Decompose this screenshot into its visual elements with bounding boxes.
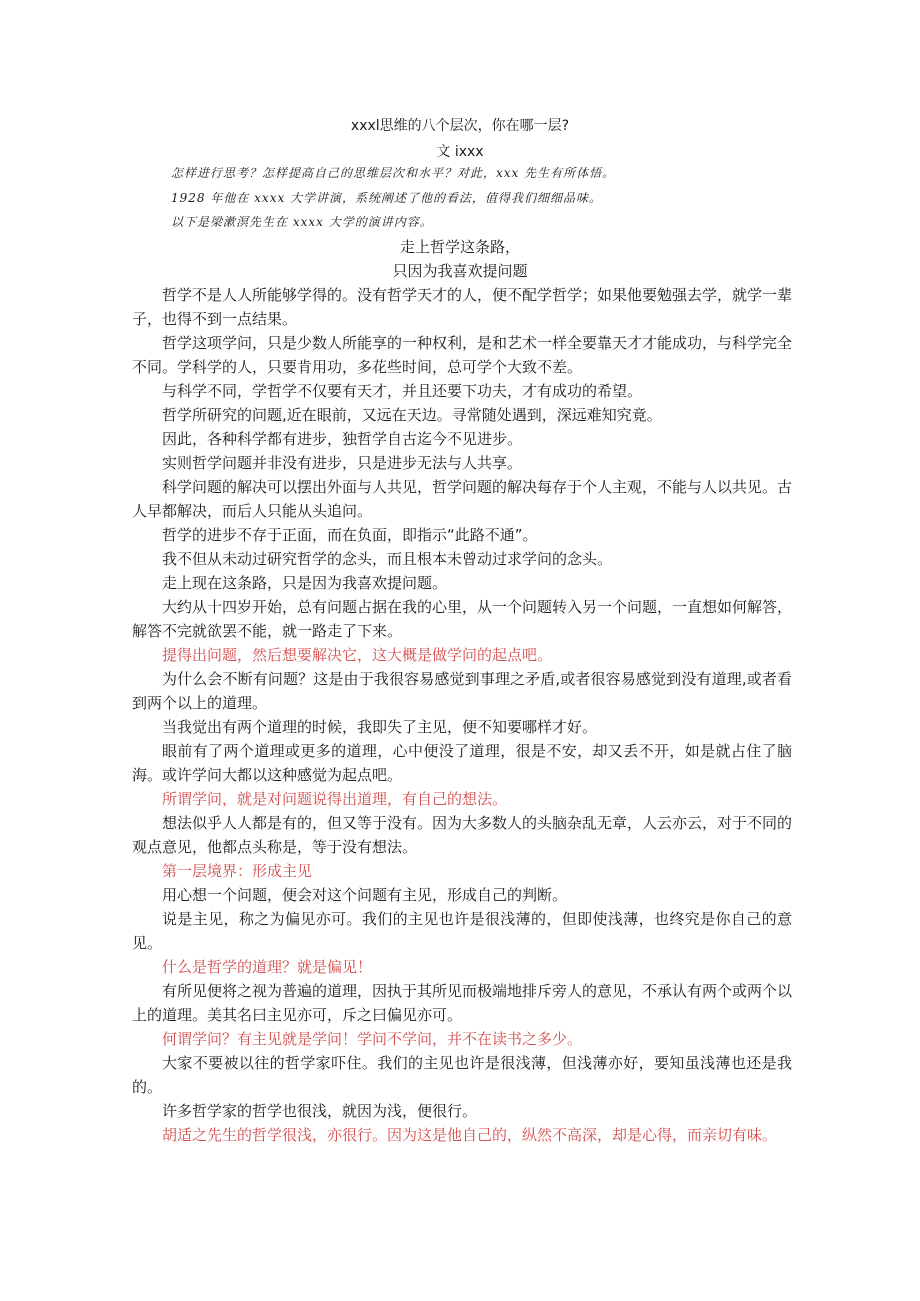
article-author: 文 ixxx [436, 144, 484, 160]
paragraph: 与科学不同，学哲学不仅要有天才，并且还要下功夫，才有成功的希望。 [162, 382, 643, 400]
paragraph: 走上现在这条路，只是因为我喜欢提问题。 [162, 574, 448, 592]
paragraph: 眼前有了两个道理或更多的道理，心中便没了道理，很是不安，却又丢不开，如是就占住了脑海。或许学问大都以这种感觉为起点吧。 [132, 742, 792, 784]
paragraph: 哲学所研究的问题,近在眼前，又远在天边。寻常随处遇到，深远难知究竟。 [162, 406, 662, 424]
paragraph: 科学问题的解决可以摆出外面与人共见，哲学问题的解决每存于个人主观，不能与人以共见。古人早都解决，而后人只能从头追问。 [132, 478, 793, 520]
intro-line: 以下是梁漱溟先生在 xxxx 大学的演讲内容。 [171, 215, 433, 229]
article-title: xxxl思维的八个层次，你在哪一层? [350, 118, 570, 134]
paragraph: 哲学这项学问，只是少数人所能享的一种权利，是和艺术一样全要靠天才才能成功，与科学完全不同。学科学的人，只要肯用功，多花些时间，总可学个大致不差。 [132, 334, 793, 376]
highlighted-paragraph: 提得出问题，然后想要解决它，这大概是做学问的起点吧。 [162, 646, 553, 664]
paragraph: 哲学的进步不存于正面，而在负面，即指示“此路不通”。 [162, 526, 538, 544]
paragraph: 许多哲学家的哲学也很浅，就因为浅，便很行。 [162, 1102, 478, 1120]
highlighted-paragraph: 什么是哲学的道理？就是偏见！ [162, 958, 373, 976]
highlighted-paragraph: 所谓学问，就是对问题说得出道理，有自己的想法。 [162, 790, 508, 808]
paragraph: 我不但从未动过研究哲学的念头，而且根本未曾动过求学问的念头。 [162, 550, 613, 568]
article-body [132, 283, 792, 1147]
paragraph: 大家不要被以往的哲学家吓住。我们的主见也许是很浅薄，但浅薄亦好，要知虽浅薄也还是我的。 [132, 1054, 792, 1096]
highlighted-paragraph: 胡适之先生的哲学很浅，亦很行。因为这是他自己的，纵然不高深，却是心得，而亲切有味。 [162, 1126, 778, 1144]
paragraph: 有所见便将之视为普遍的道理，因执于其所见而极端地排斥旁人的意见，不承认有两个或两个以上的道理。美其名曰主见亦可，斥之曰偏见亦可。 [132, 982, 793, 1024]
paragraph: 实则哲学问题并非没有进步，只是进步无法与人共享。 [162, 454, 523, 472]
paragraph: 用心想一个问题，便会对这个问题有主见，形成自己的判断。 [162, 886, 568, 904]
paragraph: 因此，各种科学都有进步，独哲学自古迄今不见进步。 [162, 430, 523, 448]
intro-line: 1928 年他在 xxxx 大学讲演，系统阐述了他的看法，值得我们细细品味。 [171, 191, 603, 205]
section-heading: 走上哲学这条路， [399, 238, 520, 256]
highlighted-paragraph: 第一层境界：形成主见 [162, 862, 313, 880]
highlighted-paragraph: 何谓学问？有主见就是学问！学问不学问，并不在读书之多少。 [162, 1030, 583, 1048]
paragraph: 为什么会不断有问题？这是由于我很容易感觉到事理之矛盾,或者很容易感觉到没有道理,或者看到两个以上的道理。 [132, 670, 792, 712]
paragraph: 大约从十四岁开始，总有问题占据在我的心里，从一个问题转入另一个问题，一直想如何解答，解答不完就欲罢不能，就一路走了下来。 [132, 598, 793, 640]
section-heading: 只因为我喜欢提问题 [392, 262, 528, 280]
paragraph: 当我觉出有两个道理的时候，我即失了主见，便不知要哪样才好。 [162, 718, 598, 736]
intro-line: 怎样进行思考？怎样提高自己的思维层次和水平？对此，xxx 先生有所体悟。 [171, 166, 616, 180]
paragraph: 哲学不是人人所能够学得的。没有哲学天才的人，便不配学哲学；如果他要勉强去学，就学一辈子，也得不到一点结果。 [132, 286, 793, 328]
paragraph: 想法似乎人人都是有的，但又等于没有。因为大多数人的头脑杂乱无章，人云亦云，对于不同的观点意见，他都点头称是，等于没有想法。 [132, 814, 793, 856]
paragraph: 说是主见，称之为偏见亦可。我们的主见也许是很浅薄的，但即使浅薄，也终究是你自己的意见。 [132, 910, 792, 952]
